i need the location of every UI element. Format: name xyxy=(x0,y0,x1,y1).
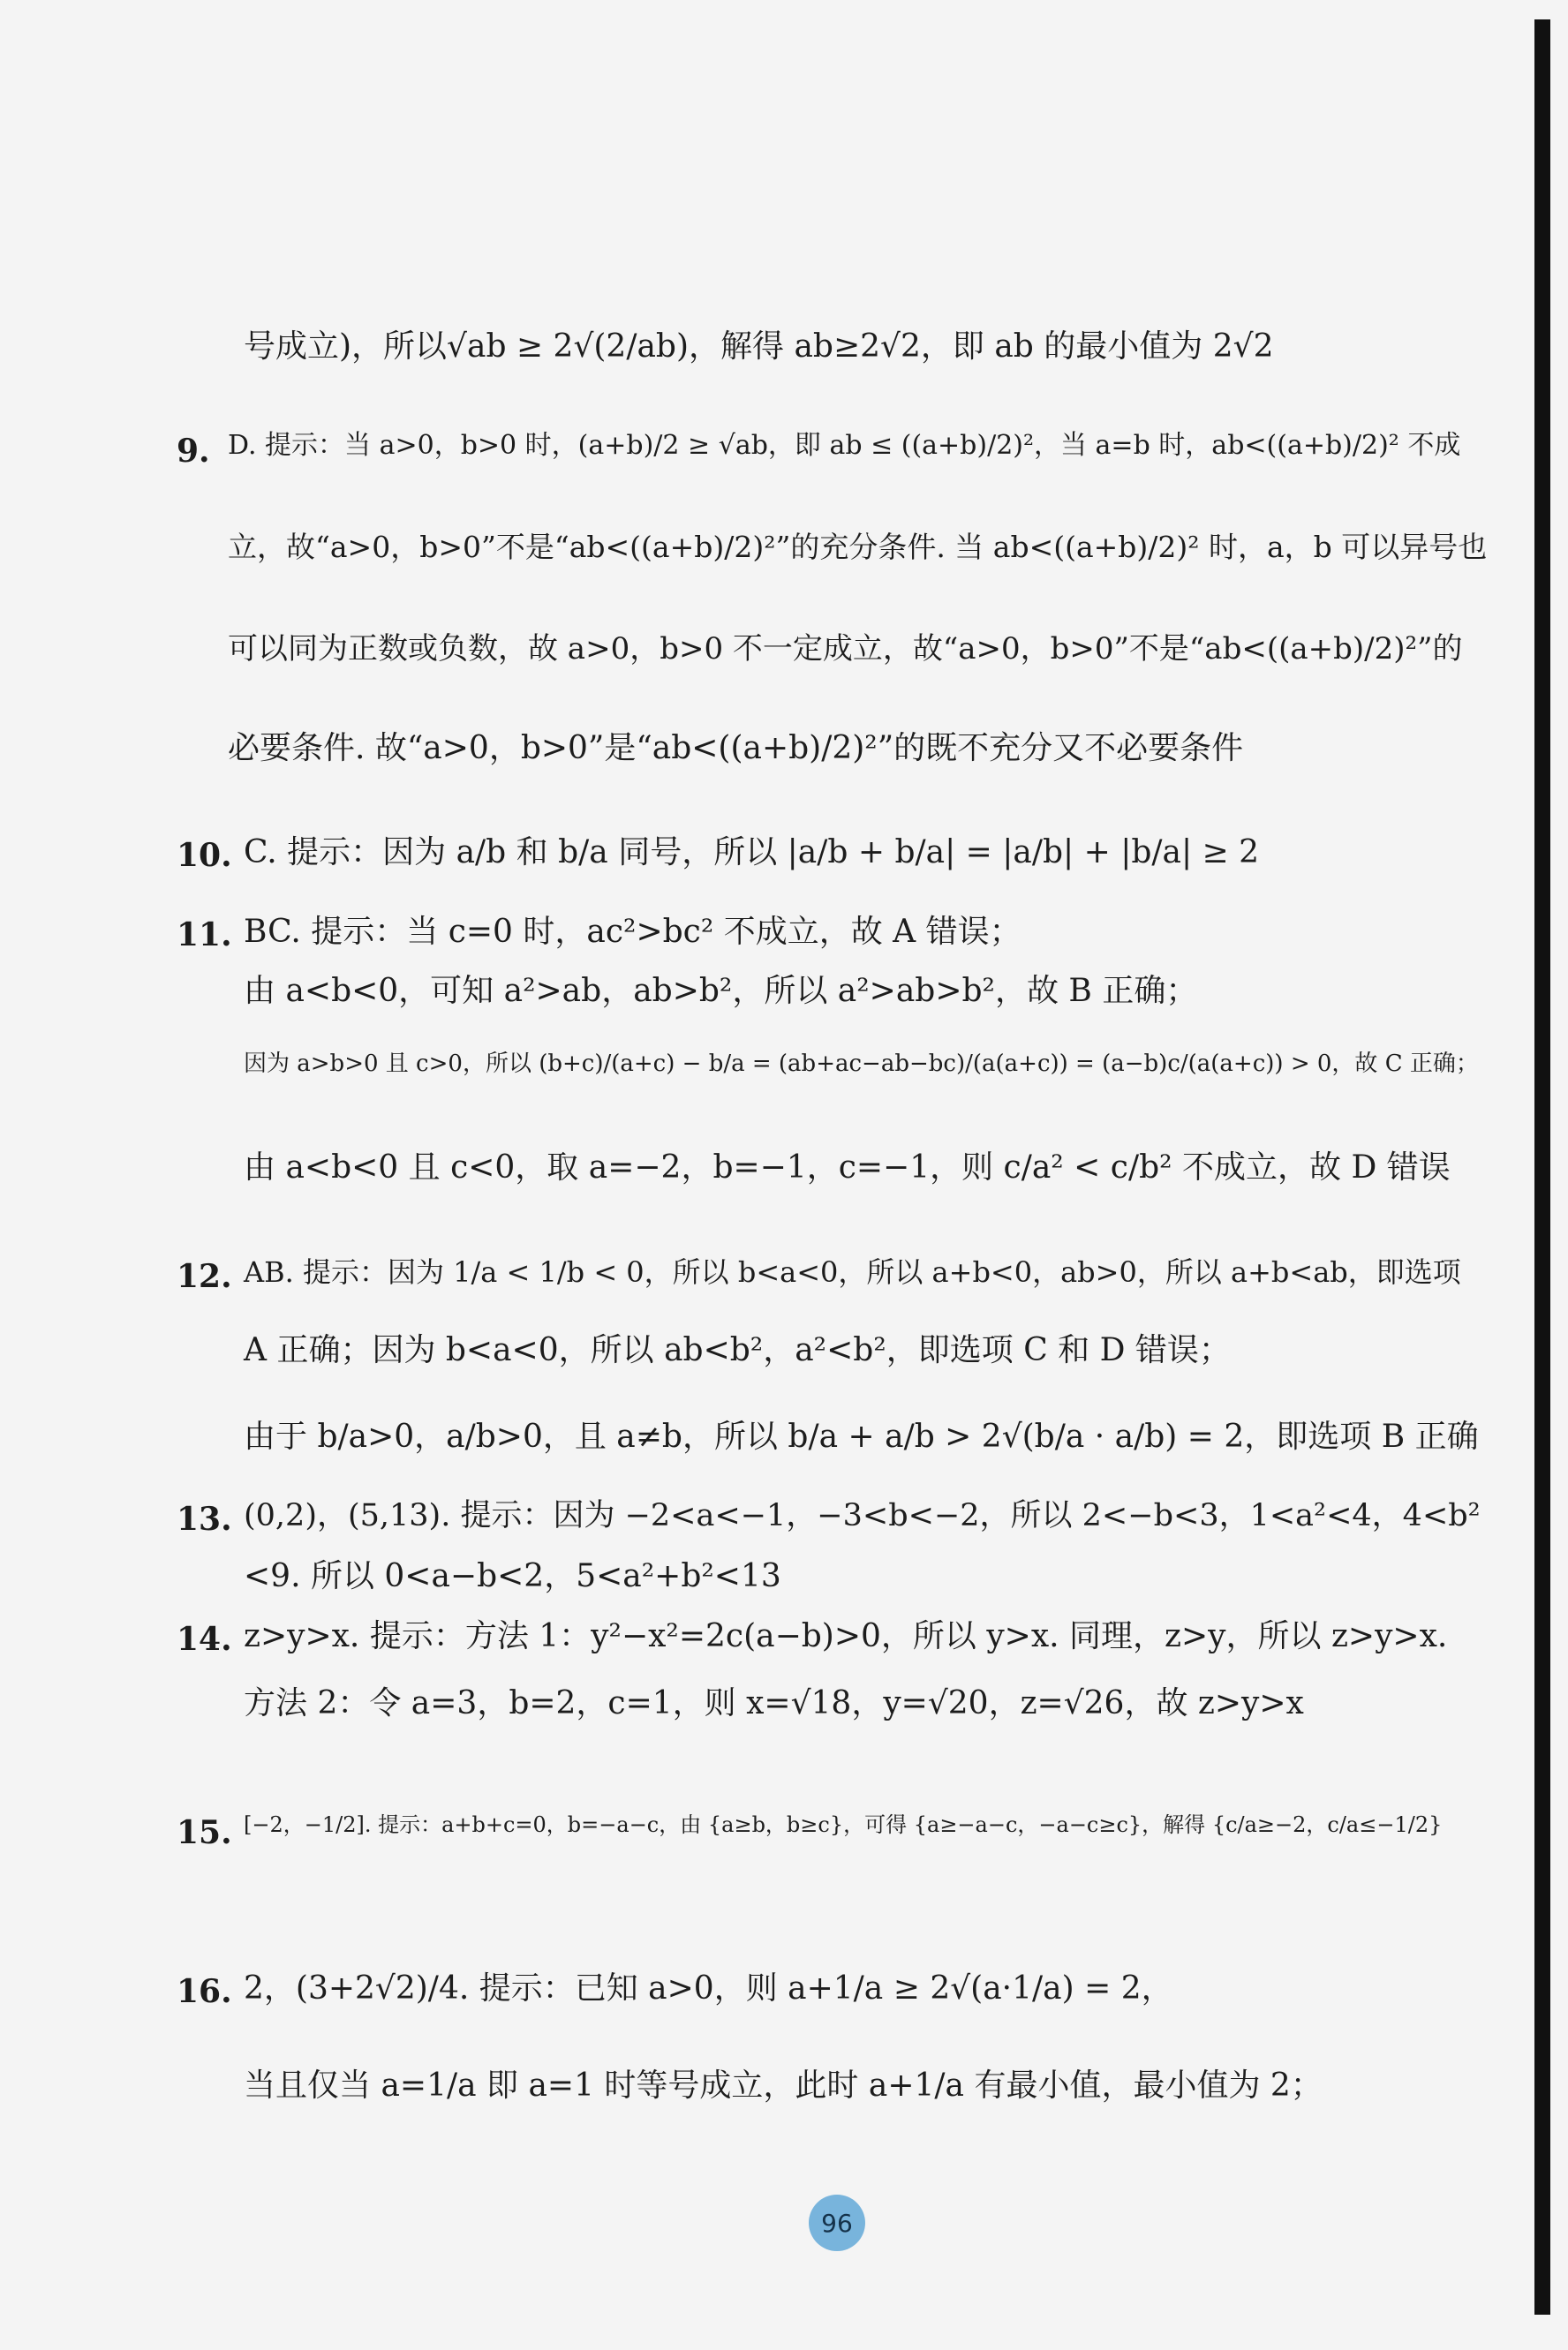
item-number: 9. xyxy=(177,433,210,470)
text-line: 由 a<b<0，可知 a²>ab，ab>b²，所以 a²>ab>b²，故 B 正确； xyxy=(244,973,1198,1009)
text-line: z>y>x. 提示：方法 1：y²−x²=2c(a−b)>0，所以 y>x. 同理，z>y，所以 z>y>x. xyxy=(244,1618,1448,1654)
item-number: 11. xyxy=(177,916,232,953)
text-line: 由 a<b<0 且 c<0，取 a=−2，b=−1，c=−1，则 c/a² < c/b² 不成立，故 D 错误 xyxy=(244,1149,1451,1186)
text-line: 因为 a>b>0 且 c>0，所以 (b+c)/(a+c) − b/a = (ab+ac−ab−bc)/(a(a+c)) = (a−b)c/(a(a+c)) > 0，故 C 正确； xyxy=(244,1051,1479,1077)
text-line: [−2，−1/2]. 提示：a+b+c=0，b=−a−c，由 {a≥b，b≥c}，可得 {a≥−a−c，−a−c≥c}，解得 {c/a≥−2，c/a≤−1/2} xyxy=(244,1812,1443,1837)
text-line: 立，故“a>0，b>0”不是“ab<((a+b)/2)²”的充分条件. 当 ab<((a+b)/2)² 时，a，b 可以异号也 xyxy=(228,530,1488,564)
text-line: C. 提示：因为 a/b 和 b/a 同号，所以 |a/b + b/a| = |a/b| + |b/a| ≥ 2 xyxy=(244,834,1260,870)
text-line: 必要条件. 故“a>0，b>0”是“ab<((a+b)/2)²”的既不充分又不必要条件 xyxy=(228,730,1244,766)
page-number-badge: 96 xyxy=(809,2195,865,2251)
text-line: (0,2)，(5,13). 提示：因为 −2<a<−1，−3<b<−2，所以 2<−b<3，1<a²<4，4<b² xyxy=(244,1498,1481,1533)
item-number: 12. xyxy=(177,1258,232,1295)
text-line: 2，(3+2√2)/4. 提示：已知 a>0，则 a+1/a ≥ 2√(a·1/a) = 2， xyxy=(244,1970,1173,2007)
text-line: 可以同为正数或负数，故 a>0，b>0 不一定成立，故“a>0，b>0”不是“ab<((a+b)/2)²”的 xyxy=(228,631,1463,667)
item-number: 14. xyxy=(177,1621,232,1658)
item-number: 15. xyxy=(177,1814,232,1851)
text-line: <9. 所以 0<a−b<2，5<a²+b²<13 xyxy=(244,1558,781,1594)
text-line: D. 提示：当 a>0，b>0 时，(a+b)/2 ≥ √ab，即 ab ≤ ((a+b)/2)²，当 a=b 时，ab<((a+b)/2)² 不成 xyxy=(228,430,1461,461)
text-line: 方法 2：令 a=3，b=2，c=1，则 x=√18，y=√20，z=√26，故 z>y>x xyxy=(244,1685,1304,1721)
text-line: A 正确；因为 b<a<0，所以 ab<b²，a²<b²，即选项 C 和 D 错误； xyxy=(244,1332,1231,1368)
text-line: AB. 提示：因为 1/a < 1/b < 0，所以 b<a<0，所以 a+b<0，ab>0，所以 a+b<ab，即选项 xyxy=(244,1255,1461,1289)
item-number: 10. xyxy=(177,837,232,874)
text-line: 由于 b/a>0，a/b>0，且 a≠b，所以 b/a + a/b > 2√(b/a · a/b) = 2，即选项 B 正确 xyxy=(244,1419,1479,1455)
item-number: 13. xyxy=(177,1501,232,1538)
item-number: 16. xyxy=(177,1973,232,2010)
text-line: 当且仅当 a=1/a 即 a=1 时等号成立，此时 a+1/a 有最小值，最小值为 2； xyxy=(244,2068,1323,2104)
text-line: BC. 提示：当 c=0 时，ac²>bc² 不成立，故 A 错误； xyxy=(244,914,1021,950)
text-line: 号成立)，所以√ab ≥ 2√(2/ab)，解得 ab≥2√2，即 ab 的最小值为 2√2 xyxy=(244,328,1274,365)
